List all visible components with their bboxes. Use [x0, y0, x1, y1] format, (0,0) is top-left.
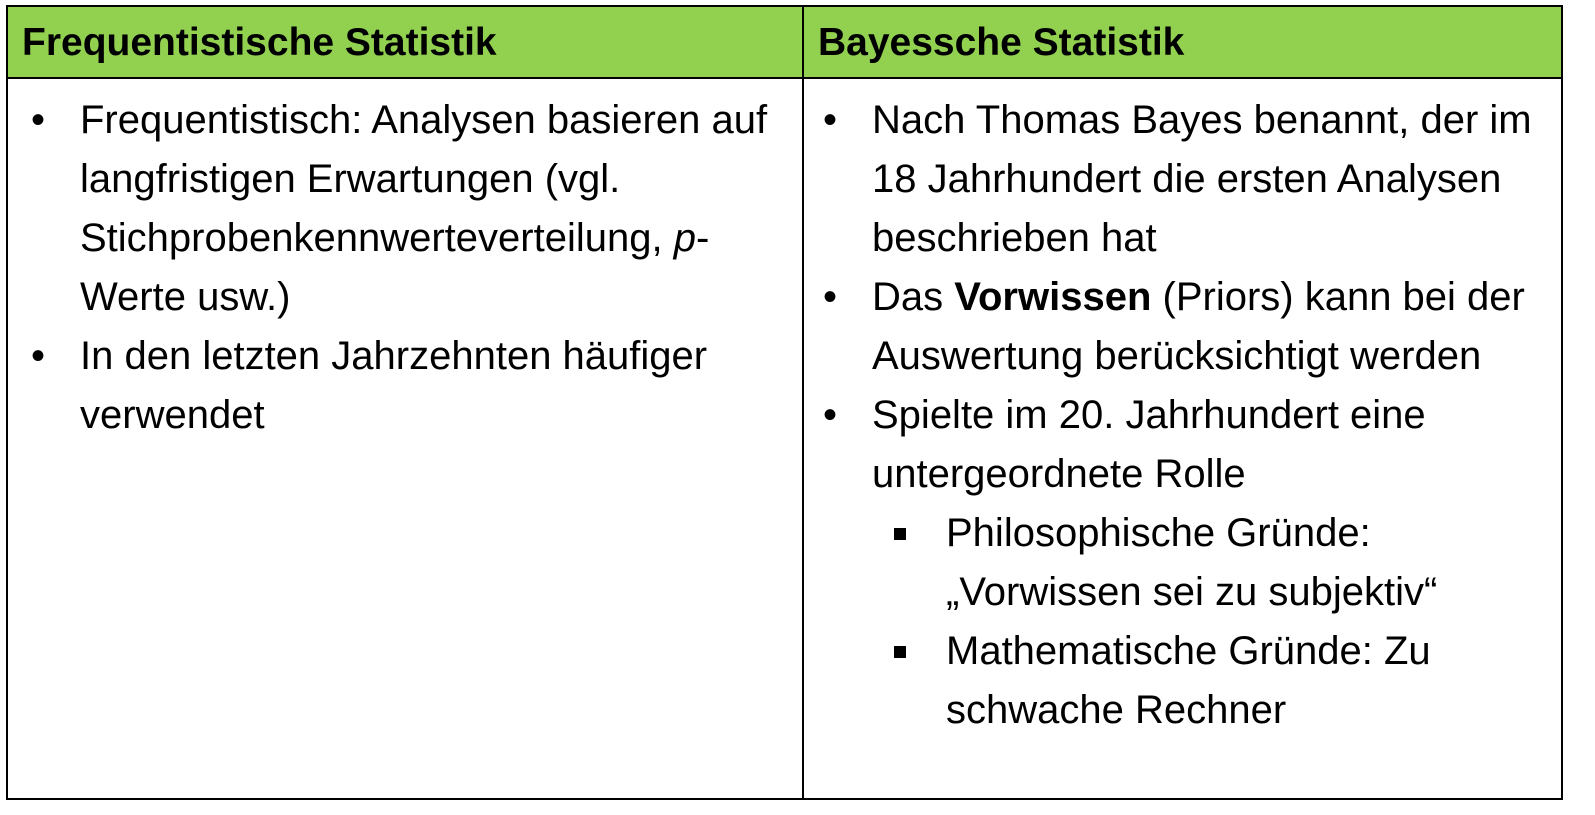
list-item	[816, 268, 1553, 386]
bullet-icon: •	[822, 393, 837, 437]
list-item	[816, 91, 1553, 268]
header-frequentist: Frequentistische Statistik	[8, 7, 804, 79]
item-text: Frequentistisch: Analysen basieren auf langfristigen Erwartungen (vgl. Stichprobenkennwerteverteilung,	[80, 98, 768, 260]
list-item	[24, 91, 794, 327]
item-text: In den letzten Jahrzehnten häufiger verwendet	[80, 334, 708, 437]
item-text: Das	[872, 275, 944, 319]
cell-frequentist	[8, 79, 804, 798]
list-item	[24, 327, 794, 445]
item-italic: p	[673, 216, 696, 260]
item-text: Nach Thomas Bayes benannt, der im 18 Jahrhundert die ersten Analysen beschrieben hat	[872, 98, 1532, 260]
square-bullet-icon	[894, 528, 906, 540]
comparison-table	[6, 5, 1563, 800]
cell-bayesian	[804, 79, 1561, 798]
frequentist-list	[24, 91, 794, 445]
square-bullet-icon	[894, 646, 906, 658]
item-bold: Vorwissen	[954, 275, 1152, 319]
list-item	[816, 386, 1553, 504]
sub-list-item	[816, 622, 1553, 740]
bullet-icon: •	[822, 275, 837, 319]
bullet-icon: •	[30, 98, 45, 142]
sub-list-item	[816, 504, 1553, 622]
header-bayesian: Bayessche Statistik	[804, 7, 1561, 79]
item-text-tail: -Werte usw.)	[80, 216, 710, 319]
item-text: Spielte im 20. Jahrhundert eine untergeordnete Rolle	[872, 393, 1426, 496]
item-text-tail: (Priors) kann bei der Auswertung berücksichtigt werden	[872, 275, 1525, 378]
sub-list	[816, 504, 1553, 740]
sub-item-text: Philosophische Gründe: „Vorwissen sei zu subjektiv“	[946, 511, 1438, 614]
bullet-icon: •	[822, 98, 837, 142]
bayesian-list	[816, 91, 1553, 504]
bullet-icon: •	[30, 334, 45, 378]
sub-item-text: Mathematische Gründe: Zu schwache Rechner	[946, 629, 1431, 732]
